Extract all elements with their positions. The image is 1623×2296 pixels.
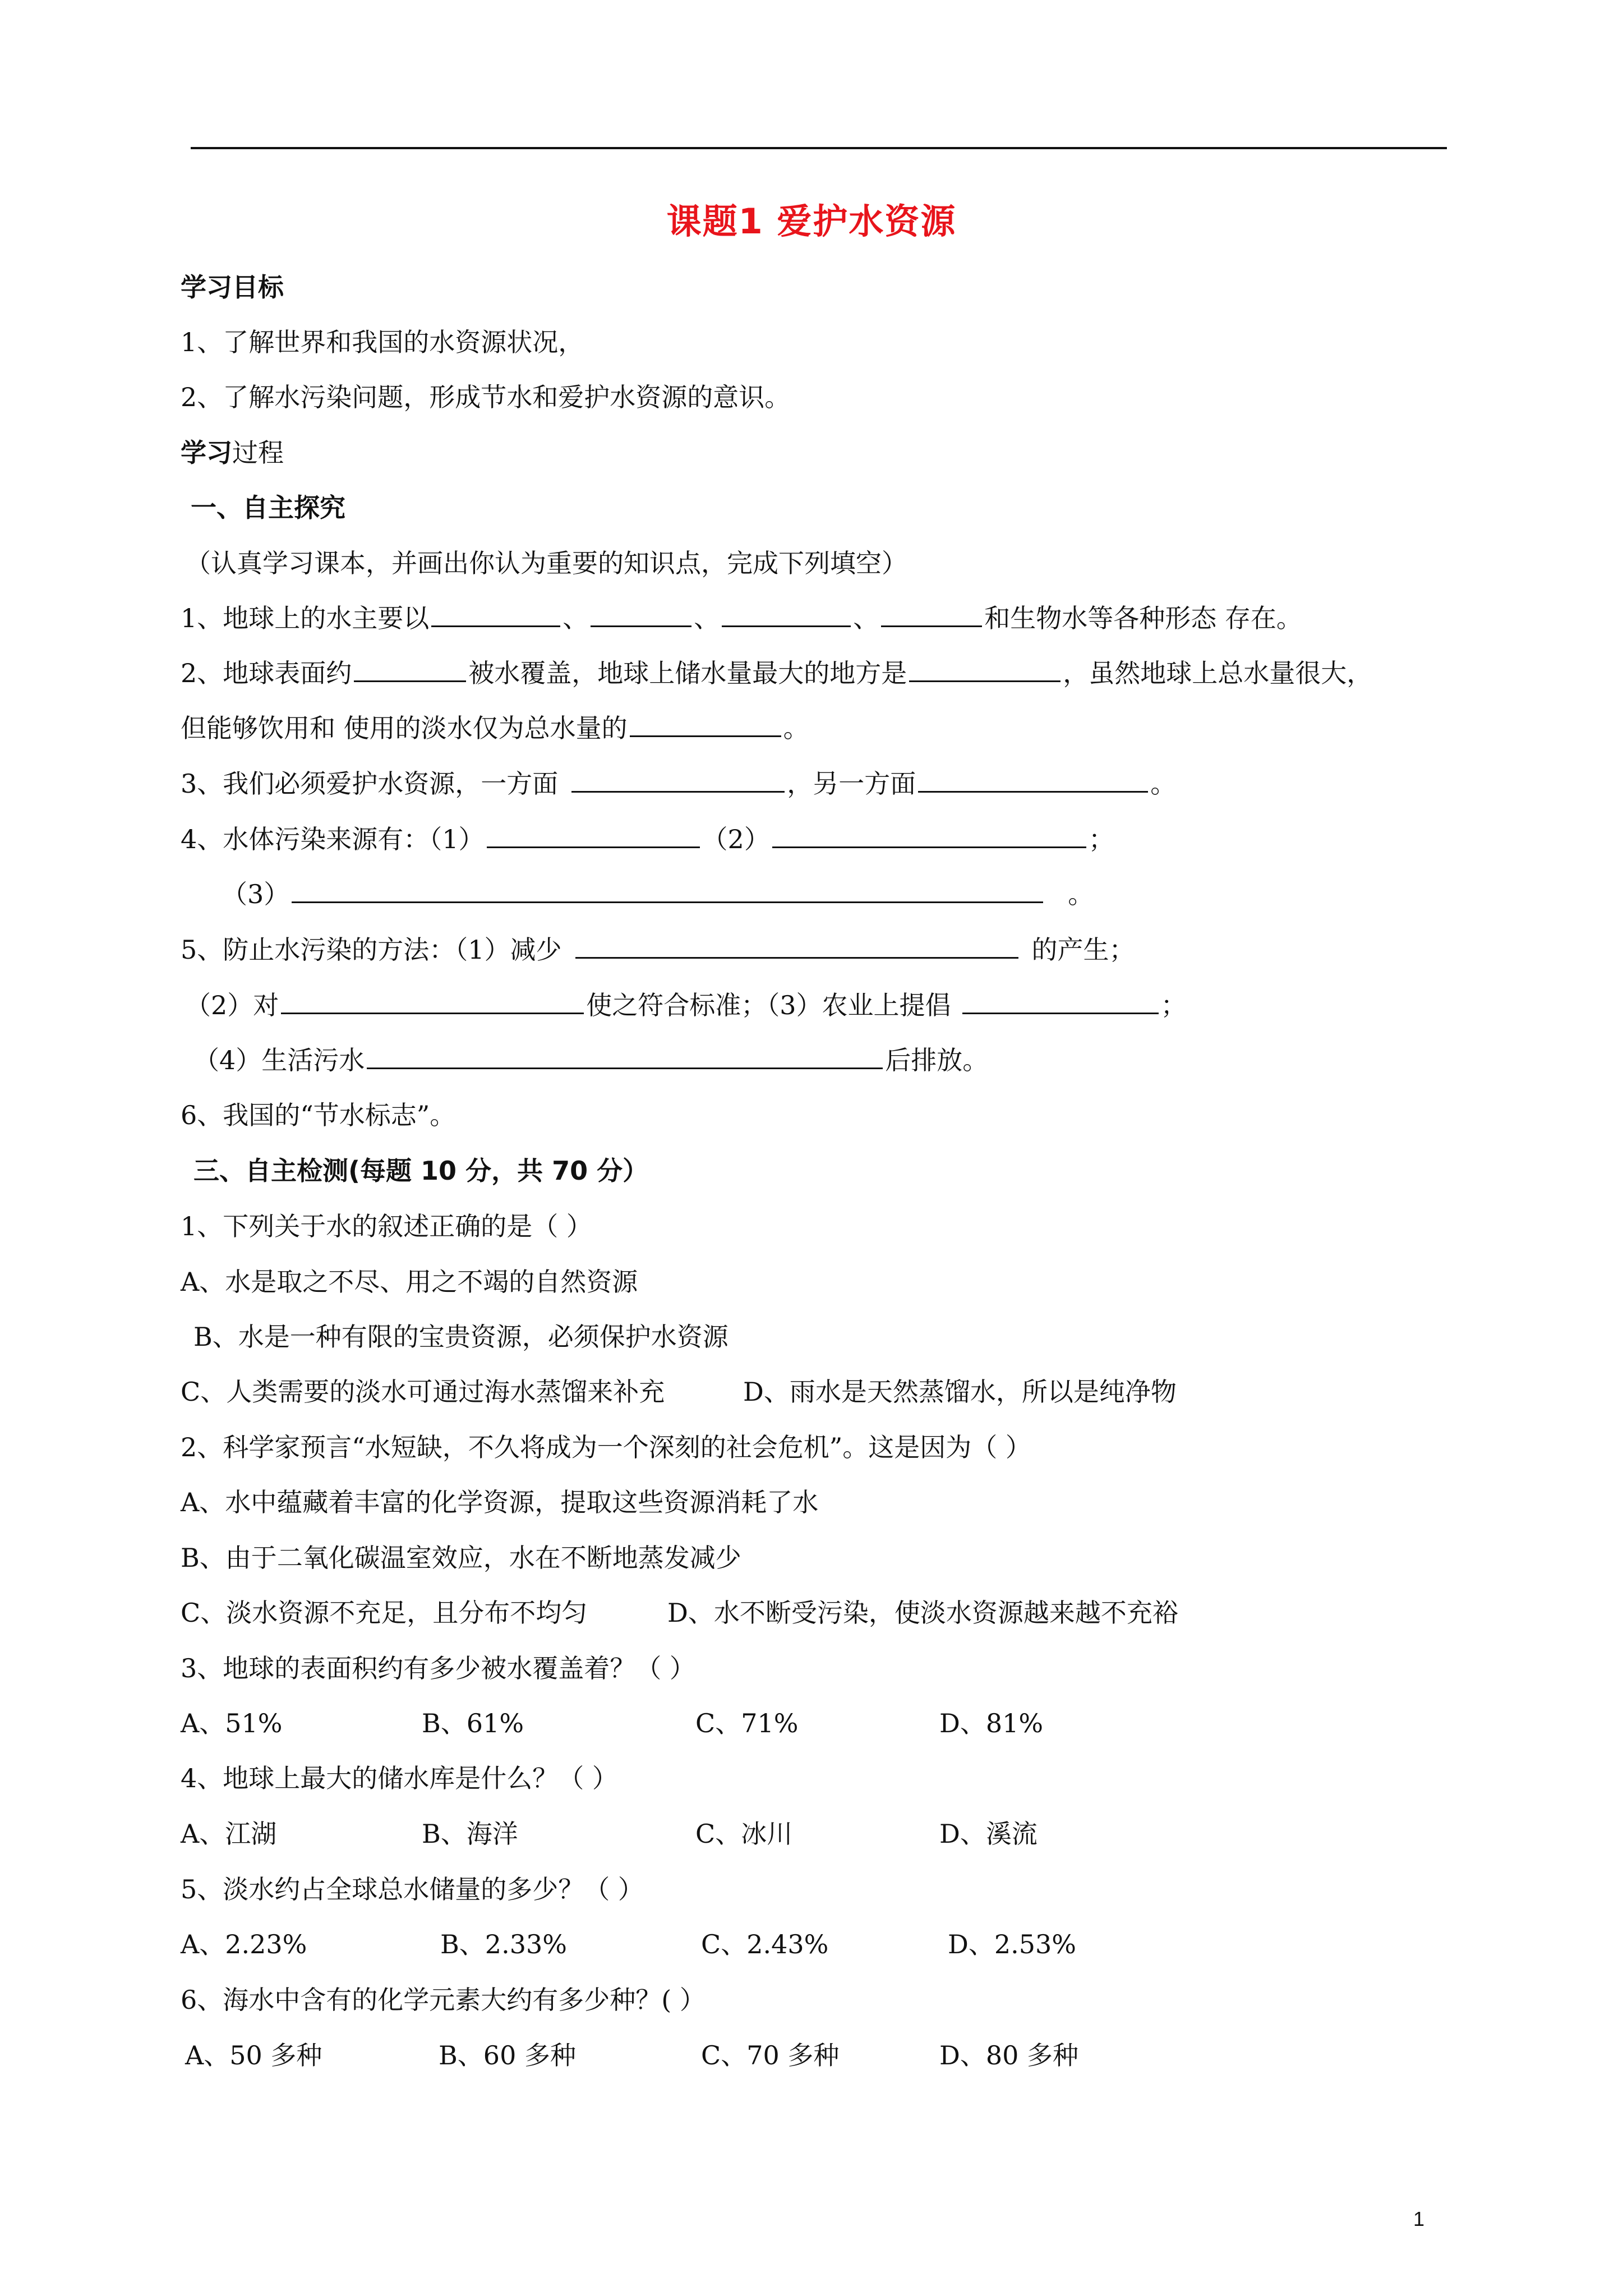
test-q1-option-b[interactable]: B、水是一种有限的宝贵资源，必须保护水资源 (193, 1322, 728, 1352)
fill-q3-end: 。 (1150, 769, 1177, 799)
test-q5-option-b[interactable]: B、2.33% (440, 1929, 567, 1959)
fill-q2-line1 (181, 655, 1372, 691)
test-q3-option-c[interactable]: C、71% (695, 1708, 799, 1738)
blank[interactable] (962, 989, 1159, 1014)
test-q5-option-d[interactable]: D、2.53% (948, 1929, 1077, 1959)
fill-q2-text: 被水覆盖，地球上储水量最大的地方是 (468, 658, 907, 688)
blank[interactable] (772, 823, 1086, 848)
fill-q2-text: 但能够饮用和 使用的淡水仅为总水量的 (181, 713, 628, 743)
test-q2-option-c[interactable]: C、淡水资源不充足，且分布不均匀 (181, 1598, 588, 1628)
test-q4-option-a[interactable]: A、江湖 (181, 1819, 277, 1849)
process-heading-bold: 学习 (181, 438, 232, 468)
fill-q5-end: 后排放。 (885, 1045, 989, 1075)
blank[interactable] (292, 878, 1043, 903)
section-1-heading: 一、自主探究 (191, 493, 345, 523)
fill-q4-line2 (222, 876, 1094, 912)
test-q6-option-d[interactable]: D、80 多种 (939, 2040, 1079, 2070)
fill-q3-text: 3、我们必须爱护水资源，一方面 (181, 769, 559, 799)
test-q2-stem: 2、科学家预言“水短缺，不久将成为一个深刻的社会危机”。这是因为（ ） (181, 1432, 1031, 1462)
blank[interactable] (881, 602, 982, 627)
test-q1-stem: 1、下列关于水的叙述正确的是（ ） (181, 1211, 592, 1241)
fill-q2-text: ，虽然地球上总水量很大， (1063, 658, 1373, 688)
blank[interactable] (487, 823, 700, 848)
fill-q5-line3 (193, 1042, 988, 1078)
fill-q4-text: （2） (702, 824, 770, 854)
fill-q3 (181, 766, 1176, 802)
fill-q1-text: 1、地球上的水主要以 (181, 603, 430, 633)
objective-1: 1、了解世界和我国的水资源状况， (181, 327, 584, 357)
test-q2-option-b[interactable]: B、由于二氧化碳温室效应，水在不断地蒸发减少 (181, 1543, 741, 1573)
fill-q4-text: （3） (222, 879, 290, 909)
separator: 、 (562, 603, 589, 633)
fill-q5-text: （4）生活污水 (193, 1045, 365, 1075)
fill-q2-text: 2、地球表面约 (181, 658, 352, 688)
blank[interactable] (354, 657, 466, 682)
fill-q3-text: ，另一方面 (787, 769, 916, 799)
fill-q5-text: 5、防止水污染的方法：（1）减少 (181, 935, 562, 965)
process-heading-rest: 过程 (232, 438, 284, 468)
blank[interactable] (281, 989, 584, 1014)
fill-q5-line1 (181, 932, 1135, 968)
blank[interactable] (367, 1044, 883, 1069)
test-q6-option-b[interactable]: B、60 多种 (439, 2040, 576, 2070)
blank[interactable] (431, 602, 560, 627)
blank[interactable] (630, 712, 781, 737)
test-q4-stem: 4、地球上最大的储水库是什么？（ ） (181, 1763, 618, 1793)
test-q2-option-d[interactable]: D、水不断受污染，使淡水资源越来越不充裕 (667, 1598, 1178, 1628)
blank[interactable] (591, 602, 691, 627)
fill-q1-end: 和生物水等各种形态 存在。 (984, 603, 1302, 633)
fill-q5-text: （2）对 (185, 990, 279, 1020)
fill-q2-end: 。 (783, 713, 809, 743)
test-q4-option-b[interactable]: B、海洋 (422, 1819, 518, 1849)
fill-q4-text: ； (1088, 824, 1114, 854)
fill-q5-line2 (185, 987, 1187, 1023)
fill-q4-end: 。 (1068, 879, 1094, 909)
objectives-heading: 学习目标 (181, 272, 284, 302)
test-q6-stem: 6、海水中含有的化学元素大约有多少种？( ） (181, 1985, 706, 2015)
blank[interactable] (722, 602, 851, 627)
fill-q6: 6、我国的“节水标志”。 (181, 1100, 456, 1130)
test-q2-option-a[interactable]: A、水中蕴藏着丰富的化学资源，提取这些资源消耗了水 (181, 1487, 819, 1517)
process-heading (181, 435, 284, 471)
test-q5-option-c[interactable]: C、2.43% (701, 1929, 829, 1959)
test-q3-option-d[interactable]: D、81% (939, 1708, 1044, 1738)
test-q6-option-a[interactable]: A、50 多种 (185, 2040, 322, 2070)
test-q4-option-c[interactable]: C、冰川 (695, 1819, 793, 1849)
test-q5-option-a[interactable]: A、2.23% (181, 1929, 307, 1959)
instruction: （认真学习课本，并画出你认为重要的知识点，完成下列填空） (185, 548, 907, 578)
test-q5-stem: 5、淡水约占全球总水储量的多少？（ ） (181, 1874, 644, 1904)
test-q3-option-b[interactable]: B、61% (422, 1708, 524, 1738)
fill-q5-text: 的产生； (1031, 935, 1135, 965)
test-q6-option-c[interactable]: C、70 多种 (701, 2040, 840, 2070)
blank[interactable] (909, 657, 1061, 682)
test-q3-option-a[interactable]: A、51% (181, 1708, 283, 1738)
header-rule (191, 147, 1447, 149)
separator: 、 (694, 603, 720, 633)
page-number: 1 (1413, 2207, 1425, 2230)
test-heading: 三、自主检测(每题 10 分，共 70 分） (193, 1156, 649, 1186)
fill-q5-text: ； (1160, 990, 1187, 1020)
test-q4-option-d[interactable]: D、溪流 (939, 1819, 1038, 1849)
test-q3-stem: 3、地球的表面积约有多少被水覆盖着？（ ） (181, 1653, 695, 1683)
fill-q1 (181, 600, 1302, 636)
fill-q4-text: 4、水体污染来源有：（1） (181, 824, 485, 854)
objective-2: 2、了解水污染问题，形成节水和爱护水资源的意识。 (181, 382, 791, 412)
fill-q5-text: 使之符合标准；（3）农业上提倡 (586, 990, 951, 1020)
fill-q2-line2 (181, 710, 809, 746)
separator: 、 (853, 603, 879, 633)
test-q1-option-d[interactable]: D、雨水是天然蒸馏水，所以是纯净物 (743, 1377, 1177, 1407)
test-q1-option-c[interactable]: C、人类需要的淡水可通过海水蒸馏来补充 (181, 1377, 665, 1407)
page-title: 课题1 爱护水资源 (666, 201, 957, 242)
blank[interactable] (575, 933, 1018, 959)
fill-q4-line1 (181, 821, 1114, 857)
test-q1-option-a[interactable]: A、水是取之不尽、用之不竭的自然资源 (181, 1267, 638, 1297)
blank[interactable] (571, 767, 785, 793)
blank[interactable] (918, 767, 1148, 793)
